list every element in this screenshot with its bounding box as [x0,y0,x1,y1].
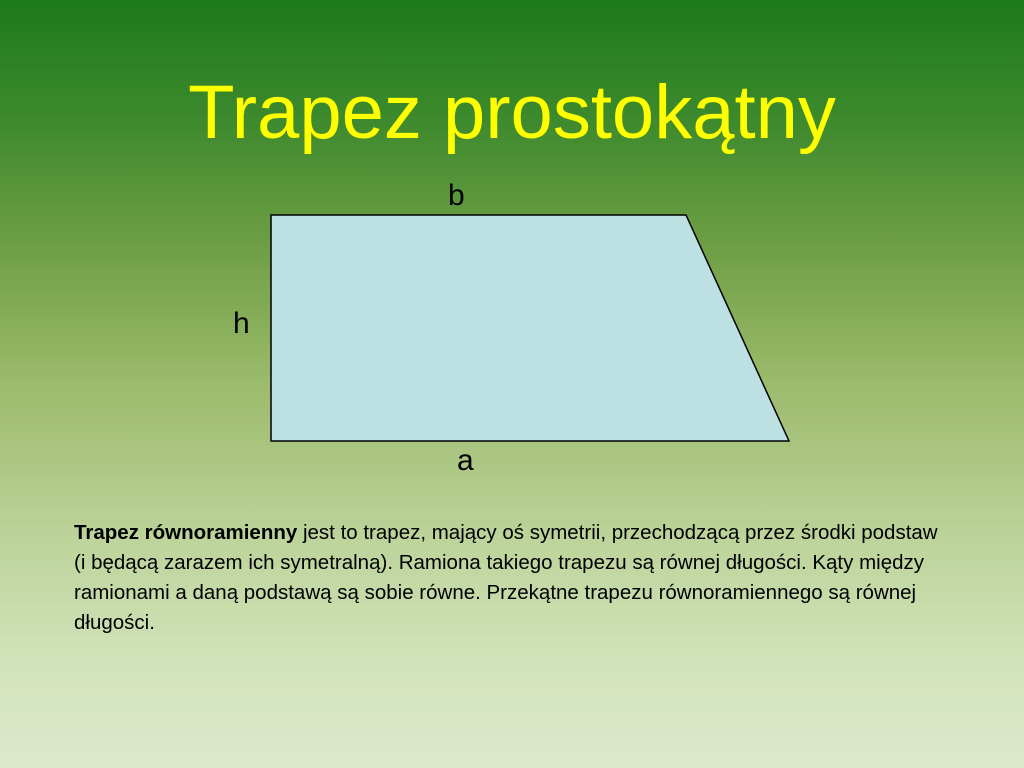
description-text: jest to trapez, mający oś symetrii, przechodzącą przez środki podstaw (i będącą zarazem ich symetralną). Ramiona takiego trapezu są równej długości. Kąty między ramionami a daną podstawą są sobie równe. Przekątne trapezu równoramiennego są równej długości. [74,521,938,634]
top-base-label: b [448,179,465,212]
bottom-base-label: a [457,444,474,477]
height-label: h [233,307,250,340]
slide-title: Trapez prostokątny [188,70,836,155]
right-trapezoid-shape [271,215,789,441]
description-bold-term: Trapez równoramienny [74,521,298,544]
description-paragraph [74,518,954,638]
